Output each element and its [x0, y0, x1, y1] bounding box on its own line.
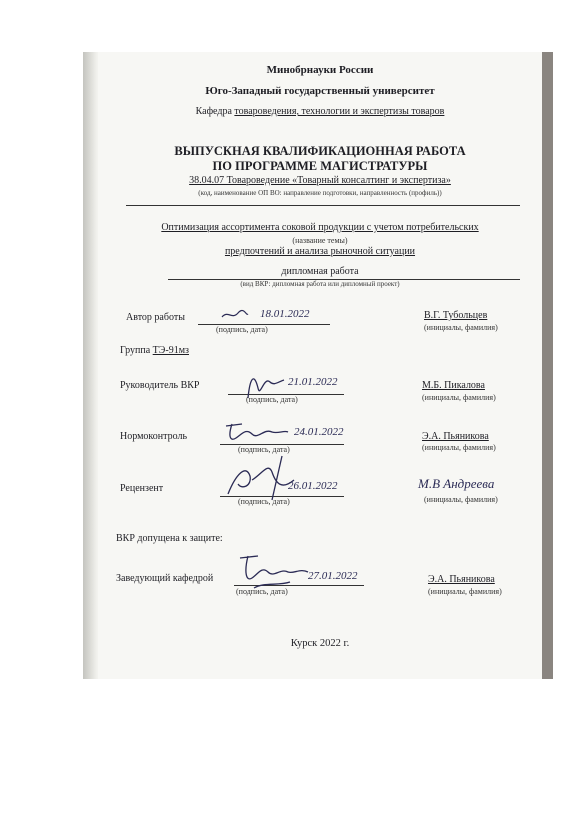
- reviewer-date: 26.01.2022: [288, 480, 338, 492]
- normcontrol-sign-caption: (подпись, дата): [238, 445, 290, 454]
- supervisor-name-caption: (инициалы, фамилия): [422, 393, 496, 402]
- reviewer-label: Рецензент: [120, 483, 164, 494]
- group-line: [120, 345, 189, 356]
- city-year: Курск 2022 г.: [290, 638, 350, 649]
- department-name: товароведения, технологии и экспертизы товаров: [234, 106, 445, 117]
- head-date: 27.01.2022: [308, 570, 358, 582]
- department-line: [98, 106, 542, 117]
- author-date: 18.01.2022: [260, 308, 310, 320]
- author-sign-caption: (подпись, дата): [216, 325, 268, 334]
- author-signature: [220, 308, 250, 322]
- topic-line-1: Оптимизация ассортимента соковой продукции с учетом потребительских: [161, 222, 479, 233]
- reviewer-sign-caption: (подпись, дата): [238, 497, 290, 506]
- divider: [126, 205, 520, 206]
- topic-caption: (название темы): [292, 236, 348, 245]
- work-title-1: ВЫПУСКНАЯ КВАЛИФИКАЦИОННАЯ РАБОТА: [174, 144, 466, 158]
- normcontrol-label: Нормоконтроль: [120, 431, 188, 442]
- author-name: В.Г. Тубольцев: [424, 310, 488, 321]
- group-label: Группа: [120, 345, 151, 356]
- topic-line-2: предпочтений и анализа рыночной ситуации: [224, 246, 416, 257]
- head-signature: [234, 552, 314, 592]
- title-page: [98, 52, 542, 679]
- head-name: Э.А. Пьяникова: [428, 574, 495, 585]
- ministry: Минобрнауки России: [266, 64, 374, 76]
- normcontrol-date: 24.01.2022: [294, 426, 344, 438]
- normcontrol-signature: [222, 418, 292, 448]
- head-sign-caption: (подпись, дата): [236, 587, 288, 596]
- head-name-caption: (инициалы, фамилия): [428, 587, 502, 596]
- supervisor-sign-caption: (подпись, дата): [246, 395, 298, 404]
- normcontrol-name: Э.А. Пьяникова: [422, 431, 489, 442]
- department-prefix: Кафедра: [195, 106, 232, 117]
- admitted-text: ВКР допущена к защите:: [116, 533, 223, 544]
- group-value: ТЭ-91мз: [152, 345, 189, 356]
- program-caption: (код, наименование ОП ВО: направление подготовки, направленность (профиль)): [198, 189, 442, 197]
- supervisor-name: М.Б. Пикалова: [422, 380, 485, 391]
- author-label: Автор работы: [126, 312, 185, 323]
- university: Юго-Западный государственный университет: [205, 85, 435, 97]
- reviewer-signature: [222, 454, 302, 502]
- supervisor-date: 21.01.2022: [288, 376, 338, 388]
- author-name-caption: (инициалы, фамилия): [424, 323, 498, 332]
- kind-caption: (вид ВКР: дипломная работа или дипломный проект): [240, 280, 400, 288]
- work-kind: дипломная работа: [281, 266, 359, 277]
- normcontrol-name-caption: (инициалы, фамилия): [422, 443, 496, 452]
- head-label: Заведующий кафедрой: [116, 573, 214, 584]
- reviewer-name: М.В Андреева: [418, 476, 495, 491]
- program: 38.04.07 Товароведение «Товарный консалтинг и экспертиза»: [189, 175, 451, 186]
- reviewer-name-caption: (инициалы, фамилия): [424, 495, 498, 504]
- supervisor-label: Руководитель ВКР: [120, 380, 200, 391]
- work-title-2: ПО ПРОГРАММЕ МАГИСТРАТУРЫ: [212, 159, 428, 173]
